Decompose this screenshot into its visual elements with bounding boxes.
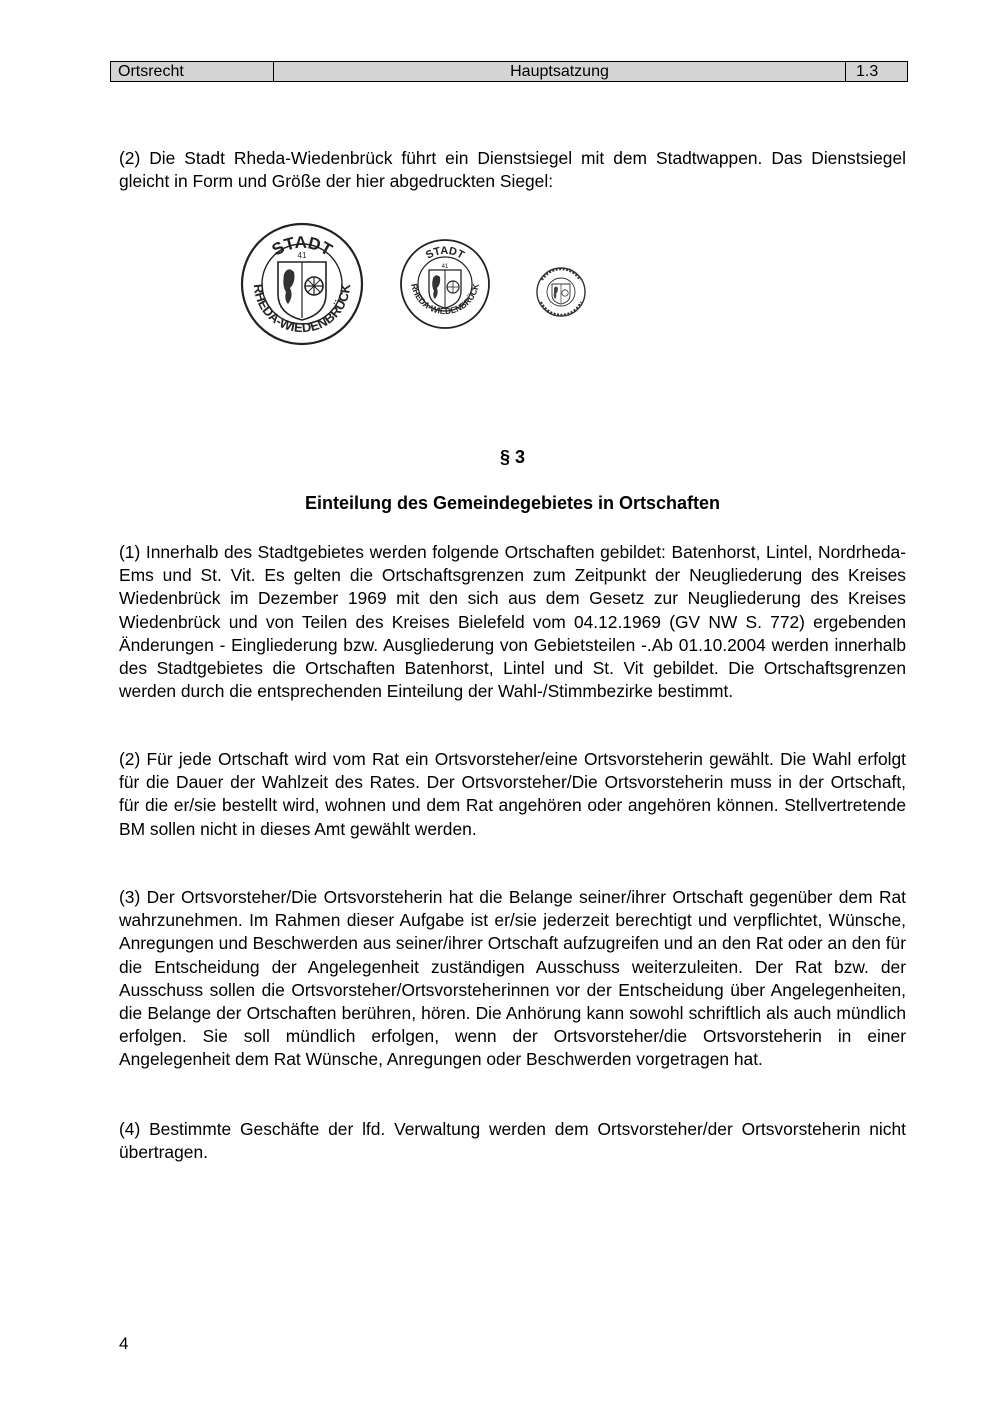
paragraph-1: (1) Innerhalb des Stadtgebietes werden folgende Ortschaften gebildet: Batenhorst, Lintel, Nordrheda-Ems und St. Vit. Es gelten die Ortschaftsgrenzen zum Zeitpunkt der Neugliederung des Kreises Wiedenbrück im Dezember 1969 mit den sich aus dem Gesetz zur Neugliederung des Kreises Wiedenbrück und von Teilen des Kreises Bielefeld vom 04.12.1969 (GV NW S. 772) ergebenden Änderungen - Eingliederung bzw. Ausgliederung von Gebietsteilen -.Ab 01.10.2004 werden innerhalb des Stadtgebietes die Ortschaften Batenhorst, Lintel und St. Vit gebildet. Die Ortschaftsgrenzen werden durch die entsprechenden Einteilung der Wahl-/Stimmbezirke bestimmt. — [119, 542, 906, 702]
header-document-title: Hauptsatzung — [274, 62, 846, 81]
seal-large-top-text: STADT — [268, 232, 336, 260]
seal-intro-paragraph: (2) Die Stadt Rheda-Wiedenbrück führt ein Dienstsiegel mit dem Stadtwappen. Das Dienstsiegel gleicht in Form und Größe der hier abgedruckten Siegel: — [119, 148, 906, 192]
seal-medium — [401, 240, 489, 328]
document-header-table — [110, 61, 908, 82]
header-category: Ortsrecht — [111, 62, 274, 81]
seal-medium-top-text: STADT — [423, 244, 467, 262]
seal-small — [537, 268, 585, 316]
paragraph-3: (3) Der Ortsvorsteher/Die Ortsvorsteherin hat die Belange seiner/ihrer Ortschaft gegenüber dem Rat wahrzunehmen. Im Rahmen dieser Aufgabe ist er/sie jederzeit berechtigt und verpflichtet, Wünsche, Anregungen und Beschwerden aus seiner/ihrer Ortschaft aufzugreifen und an den Rat oder an den für die Entscheidung der Angelegenheit zuständigen Ausschuss weiterzuleiten. Der Rat bzw. der Ausschuss sollen die Ortsvorsteher/Ortsvorsteherinnen vor der Entscheidung über Angelegenheiten, die Belange der Ortschaften berühren, hören. Die Anhörung kann sowohl schriftlich als auch mündlich erfolgen. Sie soll mündlich erfolgen, wenn der Ortsvorsteher/die Ortsvorsteherin in einer Angelegenheit dem Rat Wünsche, Anregungen oder Beschwerden vorgetragen hat. — [119, 887, 906, 1070]
seal-medium-bottom-text: RHEDA-WIEDENBRÜCK — [409, 282, 481, 317]
seal-large — [242, 224, 362, 344]
seal-medium-number: 41 — [441, 264, 449, 270]
seal-large-number: 41 — [297, 251, 307, 260]
svg-text:STADT — [424, 245, 467, 262]
section-number: § 3 — [499, 447, 526, 467]
paragraph-2: (2) Für jede Ortschaft wird vom Rat ein Ortsvorsteher/eine Ortsvorsteherin gewählt. Die Wahl erfolgt für die Dauer der Wahlzeit des Rates. Der Ortsvorsteher/Die Ortsvorsteherin muss in der Ortschaft, für die er/sie bestellt wird, wohnen und dem Rat angehören oder angehören können. Stellvertretende BM sollen nicht in dieses Amt gewählt werden. — [119, 749, 906, 839]
header-section-number: 1.3 — [856, 63, 879, 80]
official-seals-image — [196, 196, 616, 371]
seal-large-bottom-text: RHEDA-WIEDENBRÜCK — [250, 283, 354, 336]
section-title: Einteilung des Gemeindegebietes in Ortschaften — [304, 493, 721, 513]
page-number: 4 — [119, 1334, 129, 1353]
paragraph-4: (4) Bestimmte Geschäfte der lfd. Verwaltung werden dem Ortsvorsteher/der Ortsvorsteherin nicht übertragen. — [119, 1119, 906, 1163]
